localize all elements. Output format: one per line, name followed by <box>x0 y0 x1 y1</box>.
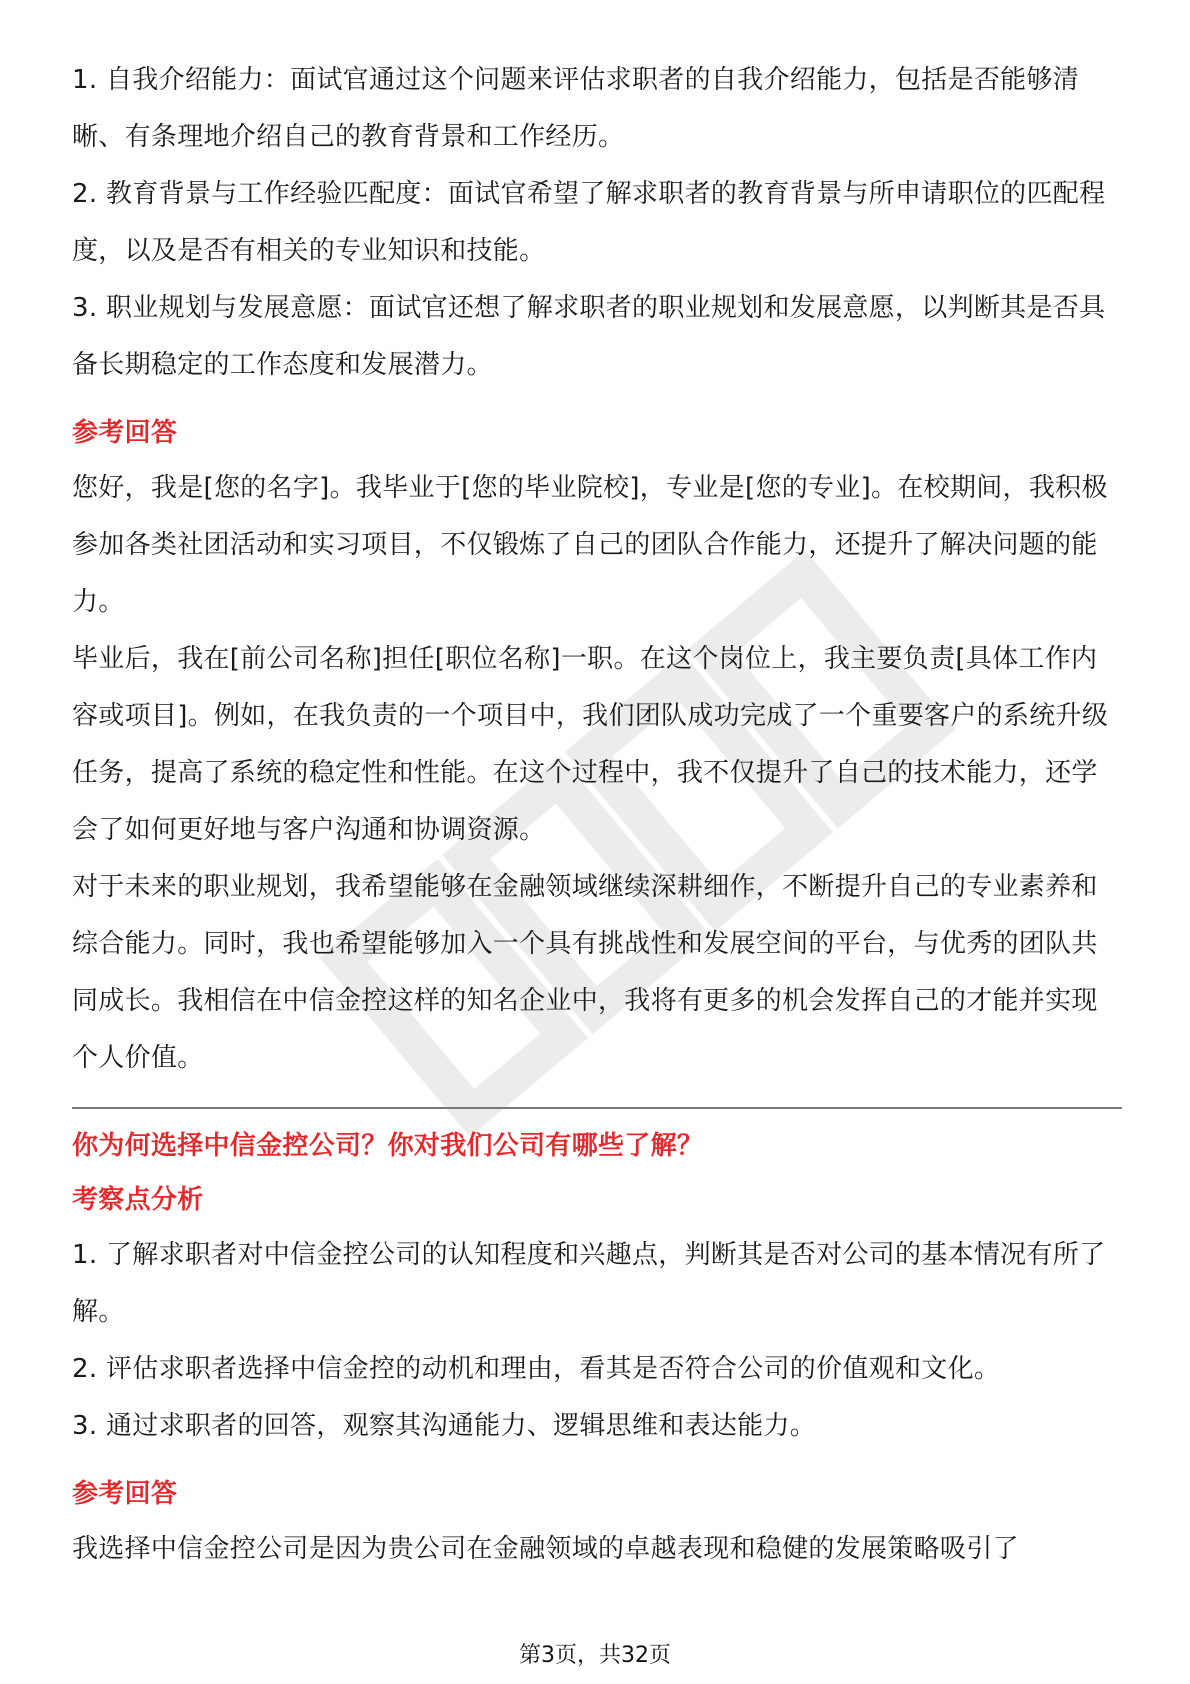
list-item: 1. 了解求职者对中信金控公司的认知程度和兴趣点，判断其是否对公司的基本情况有所了解。 <box>72 1240 1106 1327</box>
analysis-heading: 考察点分析 <box>72 1185 204 1215</box>
section-divider <box>72 1107 1122 1109</box>
reference-answer-heading: 参考回答 <box>72 1479 178 1509</box>
list-item: 3. 职业规划与发展意愿：面试官还想了解求职者的职业规划和发展意愿，以判断其是否具备长期稳定的工作态度和发展潜力。 <box>72 293 1106 380</box>
section1-points <box>72 52 1122 394</box>
answer-paragraph: 我选择中信金控公司是因为贵公司在金融领域的卓越表现和稳健的发展策略吸引了 <box>72 1534 1019 1564</box>
list-item: 3. 通过求职者的回答，观察其沟通能力、逻辑思维和表达能力。 <box>72 1411 817 1441</box>
answer-paragraph: 您好，我是[您的名字]。我毕业于[您的毕业院校]，专业是[您的专业]。在校期间，我积极参加各类社团活动和实习项目，不仅锻炼了自己的团队合作能力，还提升了解决问题的能力。 <box>72 473 1108 617</box>
page-number-footer: 第3页，共32页 <box>519 1643 671 1668</box>
list-item: 1. 自我介绍能力：面试官通过这个问题来评估求职者的自我介绍能力，包括是否能够清晰、有条理地介绍自己的教育背景和工作经历。 <box>72 65 1080 152</box>
list-item: 2. 教育背景与工作经验匹配度：面试官希望了解求职者的教育背景与所申请职位的匹配程度，以及是否有相关的专业知识和技能。 <box>72 179 1106 266</box>
answer1-body <box>72 460 1122 1087</box>
reference-answer-heading: 参考回答 <box>72 418 178 448</box>
question-heading: 你为何选择中信金控公司？你对我们公司有哪些了解？ <box>72 1131 704 1161</box>
section2-points <box>72 1227 1122 1455</box>
answer-paragraph: 对于未来的职业规划，我希望能够在金融领域继续深耕细作，不断提升自己的专业素养和综合能力。同时，我也希望能够加入一个具有挑战性和发展空间的平台，与优秀的团队共同成长。我相信在中信金控这样的知名企业中，我将有更多的机会发挥自己的才能并实现个人价值。 <box>72 872 1098 1073</box>
list-item: 2. 评估求职者选择中信金控的动机和理由，看其是否符合公司的价值观和文化。 <box>72 1354 1001 1384</box>
answer-paragraph: 毕业后，我在[前公司名称]担任[职位名称]一职。在这个岗位上，我主要负责[具体工作内容或项目]。例如，在我负责的一个项目中，我们团队成功完成了一个重要客户的系统升级任务，提高了系统的稳定性和性能。在这个过程中，我不仅提升了自己的技术能力，还学会了如何更好地与客户沟通和协调资源。 <box>72 644 1109 845</box>
main-content <box>72 52 1122 1578</box>
